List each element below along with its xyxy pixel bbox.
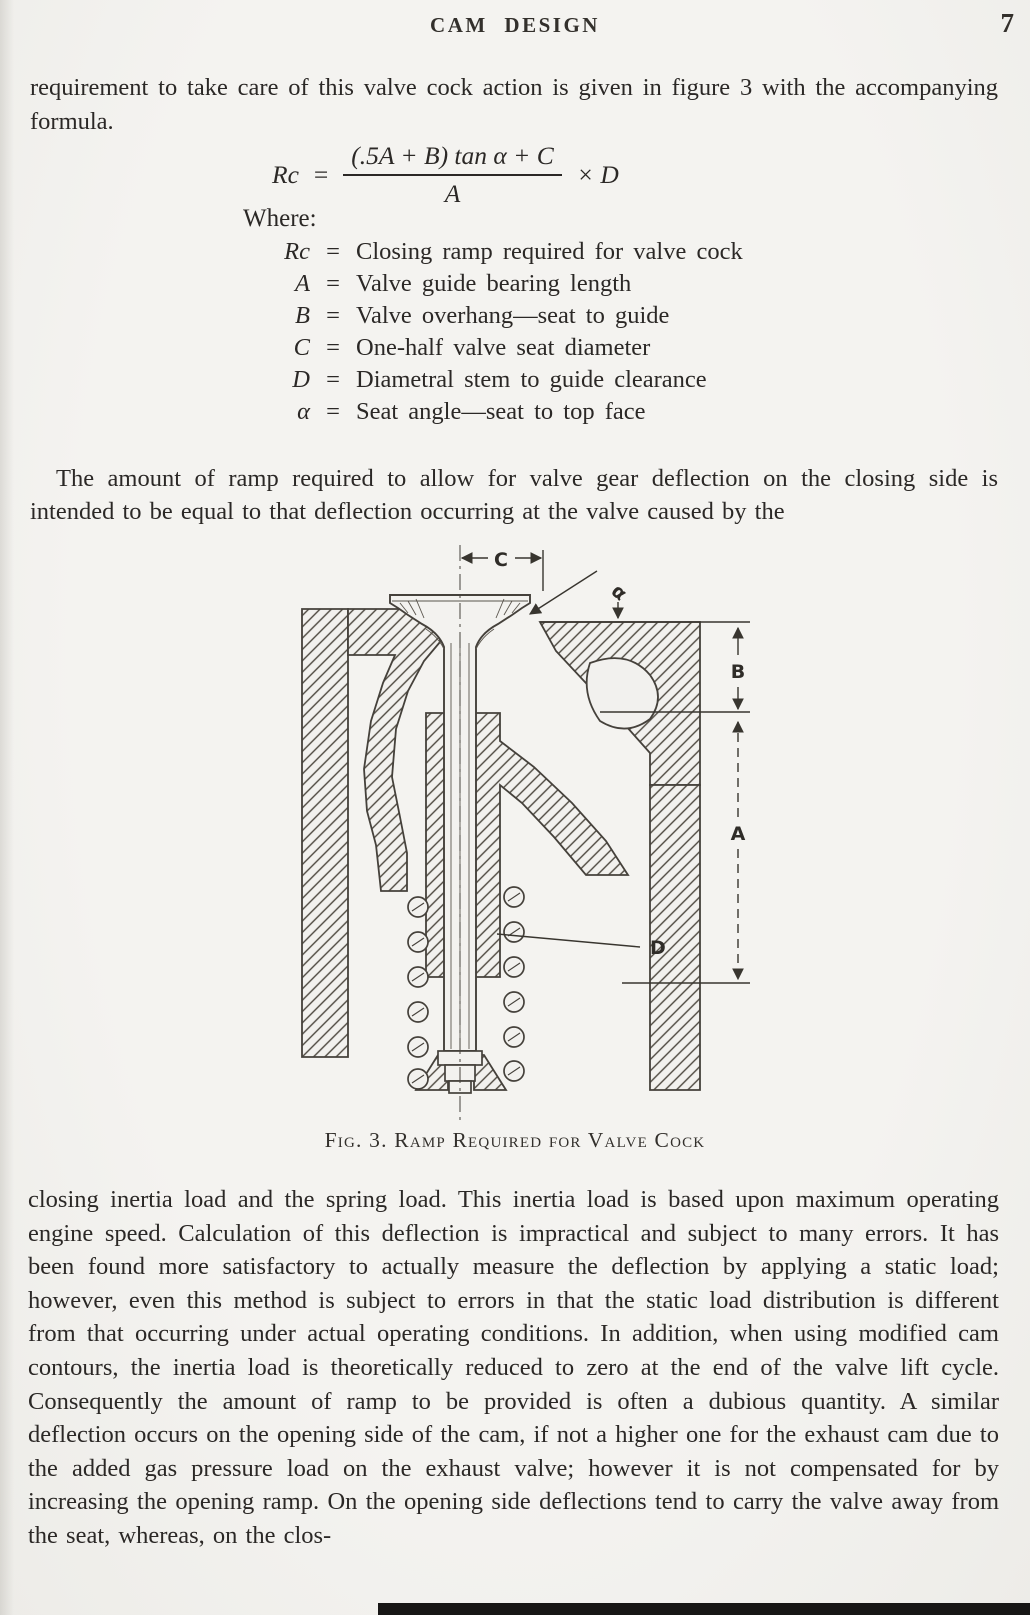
definition-equals: = xyxy=(326,398,340,425)
where-label: Where: xyxy=(243,205,317,232)
definition-equals: = xyxy=(326,270,340,297)
formula-equals: = xyxy=(313,160,329,189)
dim-label-b: B xyxy=(730,661,746,683)
definition-row-alpha xyxy=(238,396,756,428)
definition-symbol: B xyxy=(295,302,310,329)
formula-denominator: A xyxy=(444,179,461,208)
definition-equals: = xyxy=(326,302,340,329)
dim-label-a: A xyxy=(730,823,746,845)
definition-symbol: α xyxy=(297,398,310,425)
scan-edge-artifact xyxy=(378,1603,1030,1615)
dim-label-alpha: α xyxy=(606,579,632,606)
ramp-paragraph: The amount of ramp required to allow for valve gear deflection on the closing side is intended to be equal to that deflection occurring at the valve caused by the xyxy=(30,465,998,525)
formula-multiplier: × D xyxy=(576,160,619,189)
formula-lhs: Rc xyxy=(272,160,299,189)
formula-fraction xyxy=(343,141,561,209)
dim-label-c: C xyxy=(494,549,508,571)
definition-symbol: C xyxy=(293,334,310,361)
symbol-definitions xyxy=(238,236,756,428)
page-number: 7 xyxy=(1000,8,1014,38)
definition-row-b xyxy=(238,300,756,332)
definition-row-rc xyxy=(238,236,756,268)
definition-symbol: A xyxy=(295,270,310,297)
valve-cross-section-drawing xyxy=(288,545,758,1128)
figure-3 xyxy=(288,545,758,1128)
definition-row-d xyxy=(238,364,756,396)
definition-row-c xyxy=(238,332,756,364)
body-paragraph: closing inertia load and the spring load. This inertia load is based upon maximum operating engine speed. Calculation of this deflection is impractical and subject to many errors. It has been found more satisfactory to actually measure the deflection by applying a static load; however, even this method is subject to errors in that the static load distribution is different from that occurring under actual operating conditions. In addition, when using modified cam contours, the inertia load is theoretically reduced to zero at the end of the valve lift cycle. Consequently the amount of ramp to be provided is often a dubious quantity. A similar deflection occurs on the opening side of the cam, if not a higher one for the exhaust cam due to the added gas pressure load on the exhaust valve; however it is not compensated for by increasing the opening ramp. On the opening side deflections tend to carry the valve away from the seat, whereas, on the clos- xyxy=(28,1186,999,1549)
figure-caption: Fig. 3. Ramp Required for Valve Cock xyxy=(324,1128,706,1152)
definition-row-a xyxy=(238,268,756,300)
definition-text: Valve overhang—seat to guide xyxy=(356,302,670,329)
running-head: CAM DESIGN xyxy=(430,13,600,37)
formula-numerator: (.5A + B) tan α + C xyxy=(343,141,561,176)
definition-equals: = xyxy=(326,334,340,361)
definition-text: Closing ramp required for valve cock xyxy=(356,238,743,265)
definition-equals: = xyxy=(326,366,340,393)
closing-ramp-formula xyxy=(272,141,619,209)
definition-text: One-half valve seat diameter xyxy=(356,334,651,361)
definition-text: Valve guide bearing length xyxy=(356,270,632,297)
definition-text: Seat angle—seat to top face xyxy=(356,398,646,425)
intro-paragraph: requirement to take care of this valve cock action is given in figure 3 with the accompanying formula. xyxy=(30,74,998,135)
definition-equals: = xyxy=(326,238,340,265)
dim-label-d: D xyxy=(650,937,666,959)
definition-symbol: Rc xyxy=(284,238,310,265)
definition-text: Diametral stem to guide clearance xyxy=(356,366,707,393)
definition-symbol: D xyxy=(292,366,310,393)
